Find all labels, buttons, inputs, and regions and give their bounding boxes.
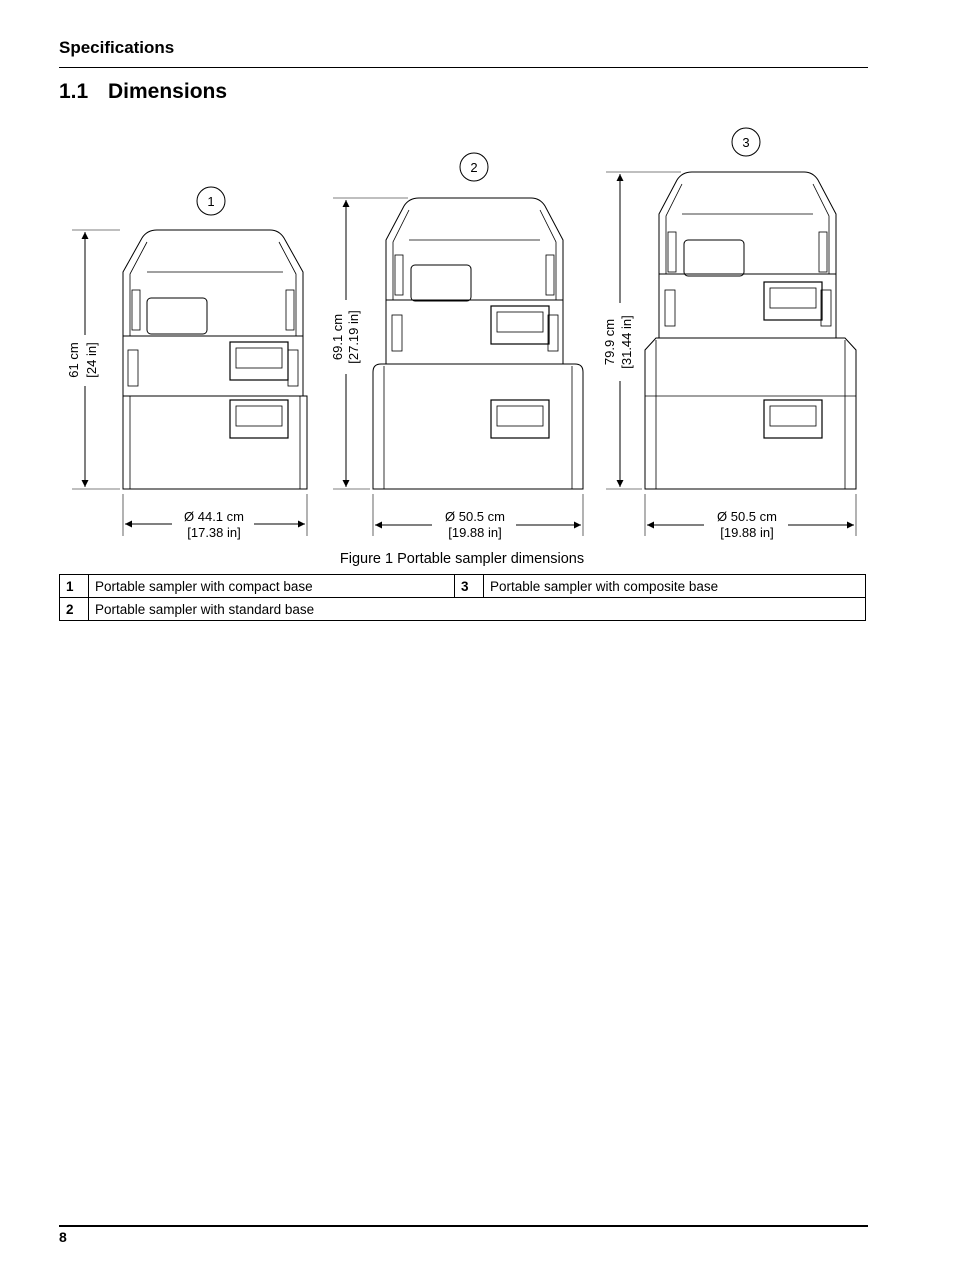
sampler-composite-base-drawing [602, 128, 856, 540]
callout-number: 3 [742, 135, 750, 150]
running-header: Specifications [59, 38, 175, 57]
top-cover [659, 172, 836, 274]
top-cover [123, 230, 303, 336]
legend-number: 1 [60, 575, 89, 598]
controller-display [147, 298, 207, 334]
latch [132, 290, 140, 330]
latch [392, 315, 402, 351]
table-row [60, 575, 866, 598]
height-in-label: [27.19 in] [346, 310, 361, 364]
diameter-in-label: [19.88 in] [448, 525, 502, 540]
diameter-cm-label: Ø 44.1 cm [184, 509, 244, 524]
diameter-cm-label: Ø 50.5 cm [445, 509, 505, 524]
height-cm-label: 61 cm [66, 342, 81, 378]
controller-display [684, 240, 744, 276]
legend-text: Portable sampler with composite base [484, 575, 866, 598]
latch [128, 350, 138, 386]
legend-number: 2 [60, 598, 89, 621]
compact-base [123, 396, 307, 489]
callout-number: 1 [207, 194, 215, 209]
legend-number: 3 [455, 575, 484, 598]
diameter-in-label: [17.38 in] [187, 525, 241, 540]
middle-section [123, 336, 303, 396]
callout-number: 2 [470, 160, 478, 175]
latch [546, 255, 554, 295]
latch [395, 255, 403, 295]
sampler-compact-base-drawing [66, 187, 307, 540]
table-row [60, 598, 866, 621]
dimensions-figure [0, 0, 954, 560]
height-cm-label: 69.1 cm [330, 313, 345, 361]
section-number: 1.1 [59, 80, 89, 103]
figure-caption: Figure 1 Portable sampler dimensions [339, 551, 585, 567]
height-in-label: [24 in] [84, 342, 99, 378]
controller-display [411, 265, 471, 301]
latch [288, 350, 298, 386]
section-title: Dimensions [108, 80, 228, 103]
legend-text: Portable sampler with standard base [89, 598, 866, 621]
figure-legend-table [59, 574, 866, 621]
diameter-cm-label: Ø 50.5 cm [717, 509, 777, 524]
composite-base [645, 338, 856, 489]
latch [819, 232, 827, 272]
latch [665, 290, 675, 326]
latch [286, 290, 294, 330]
diameter-in-label: [19.88 in] [720, 525, 774, 540]
legend-text: Portable sampler with compact base [89, 575, 455, 598]
standard-base [373, 364, 583, 489]
height-cm-label: 79.9 cm [602, 318, 617, 366]
footer-rule [59, 1225, 868, 1227]
page-number: 8 [59, 1229, 67, 1245]
latch [668, 232, 676, 272]
top-cover [386, 198, 563, 300]
middle-section [659, 274, 836, 338]
sampler-standard-base-drawing [330, 153, 583, 540]
height-in-label: [31.44 in] [619, 315, 634, 369]
